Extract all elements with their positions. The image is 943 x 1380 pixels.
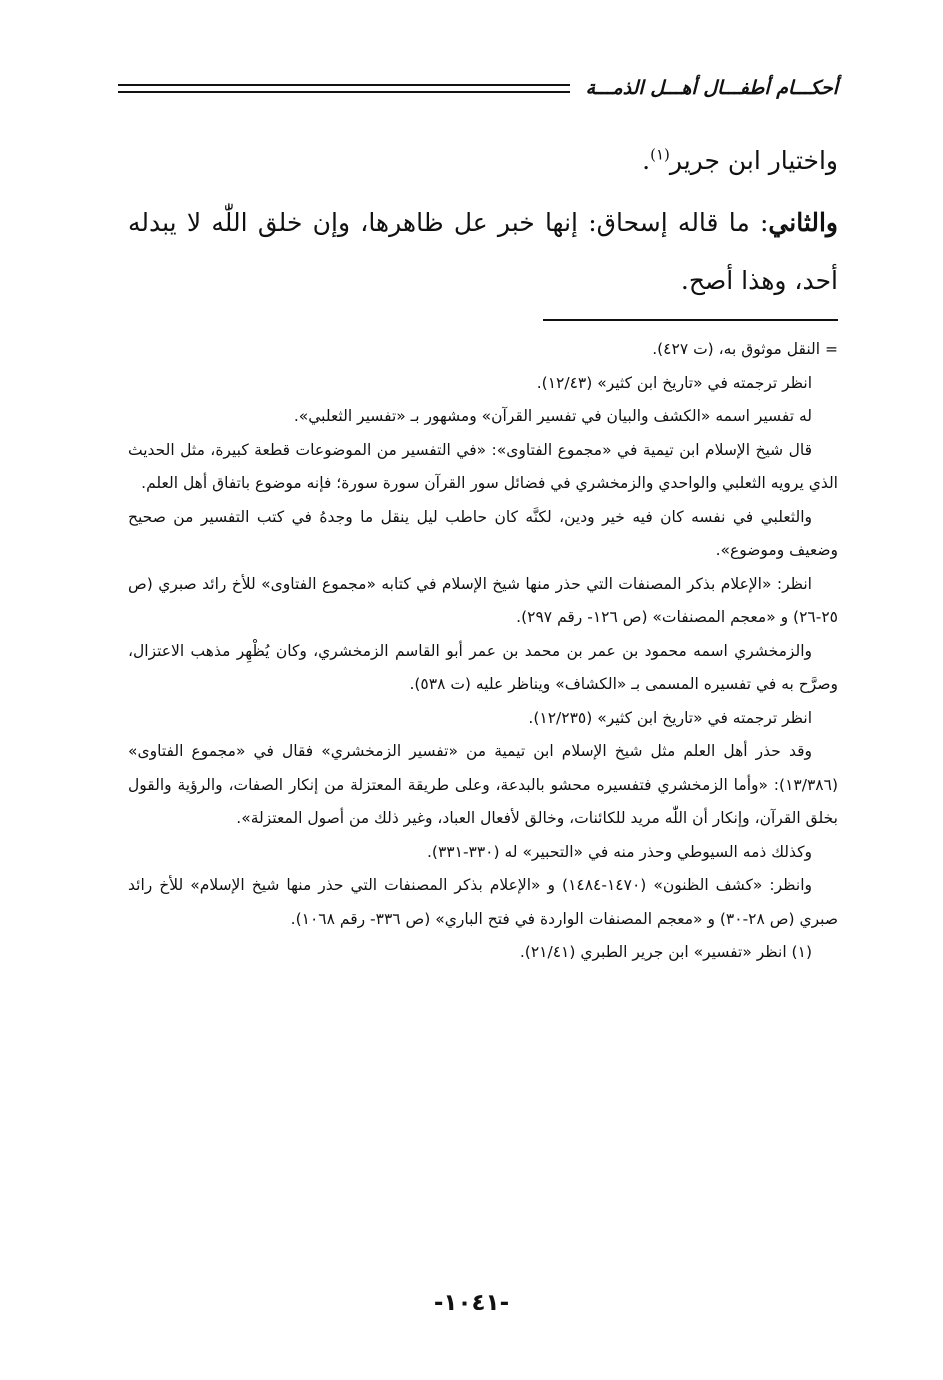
footnote-paragraph: والزمخشري اسمه محمود بن عمر بن محمد بن عمر أبو القاسم الزمخشري، وكان يُظْهِر مذهب الاعتزال، وصرَّح به في تفسيره المسمى بـ «الكشاف» ويناظر عليه (ت ٥٣٨). [128,641,838,693]
footnote-1: (١) انظر «تفسير» ابن جرير الطبري (٢١/٤١). [519,943,812,961]
footnote-paragraph: والثعلبي في نفسه كان فيه خير ودين، لكنَّه كان حاطب ليل ينقل ما وجدهُ في كتب التفسير من صحيح وضعيف وموضوع». [128,507,838,559]
running-header [118,70,838,106]
main-text-line [128,132,838,190]
footnote-paragraph: وانظر: «كشف الظنون» (١٤٧٠-١٤٨٤) و «الإعلام بذكر المصنفات التي حذر منها شيخ الإسلام» للأخ رائد صبري (ص ٢٨-٣٠) و «معجم المصنفات الواردة في فتح الباري» (ص ٣٣٦- رقم ١٠٦٨). [128,876,838,928]
footnote-continuation: = النقل موثوق به، (ت ٤٢٧). [652,340,838,358]
footnote-paragraph: انظر: «الإعلام بذكر المصنفات التي حذر منها شيخ الإسلام في كتابه «مجموع الفتاوى» للأخ رائد صبري (ص ٢٥-٢٦) و «معجم المصنفات» (ص ١٢٦- رقم ٢٩٧). [128,574,838,626]
header-title: أحكـــام أطفـــال أهـــل الذمـــة [585,77,838,99]
footnote-marker[interactable]: (١) [650,145,670,164]
footnote-paragraph: وقد حذر أهل العلم مثل شيخ الإسلام ابن تيمية من «تفسير الزمخشري» فقال في «مجموع الفتاوى» (١٣/٣٨٦): «وأما الزمخشري فتفسيره محشو بالبدعة، وعلى طريقة المعتزلة من إنكار الصفات، والرؤية والقول بخلق القرآن، وإنكار أن اللّٰه مريد للكائنات، وخالق لأفعال العباد، وغير ذلك من أصول المعتزلة». [128,742,838,827]
page-number: -١٠٤١- [433,1290,510,1316]
footnote-paragraph: له تفسير اسمه «الكشف والبيان في تفسير القرآن» ومشهور بـ «تفسير الثعلبي». [293,407,812,425]
footnote-separator [543,319,838,321]
main-text-period: . [642,146,651,175]
paragraph-body: : ما قاله إسحاق: إنها خبر عل ظاهرها، وإن خلق اللّٰه لا يبدله أحد، وهذا أصح. [128,208,838,295]
footnote-paragraph: وكذلك ذمه السيوطي وحذر منه في «التحبير» له (٣٣٠-٣٣١). [426,842,812,861]
footnotes [128,333,838,970]
main-paragraph [128,194,838,310]
footnote-paragraph: انظر ترجمته في «تاريخ ابن كثير» (١٢/٤٣). [536,373,812,392]
footnote-paragraph: قال شيخ الإسلام ابن تيمية في «مجموع الفتاوى»: «في التفسير من الموضوعات قطعة كبيرة، مثل الحديث الذي يرويه الثعلبي والواحدي والزمخشري في فضائل سور القرآن سورة سورة؛ فإنه موضوع باتفاق أهل العلم. [128,440,838,492]
header-double-rule [118,84,570,93]
main-text-fragment: واختيار ابن جرير [669,146,838,175]
footnote-paragraph: انظر ترجمته في «تاريخ ابن كثير» (١٢/٢٣٥). [528,708,812,727]
paragraph-lead-word: والثاني [768,208,838,237]
